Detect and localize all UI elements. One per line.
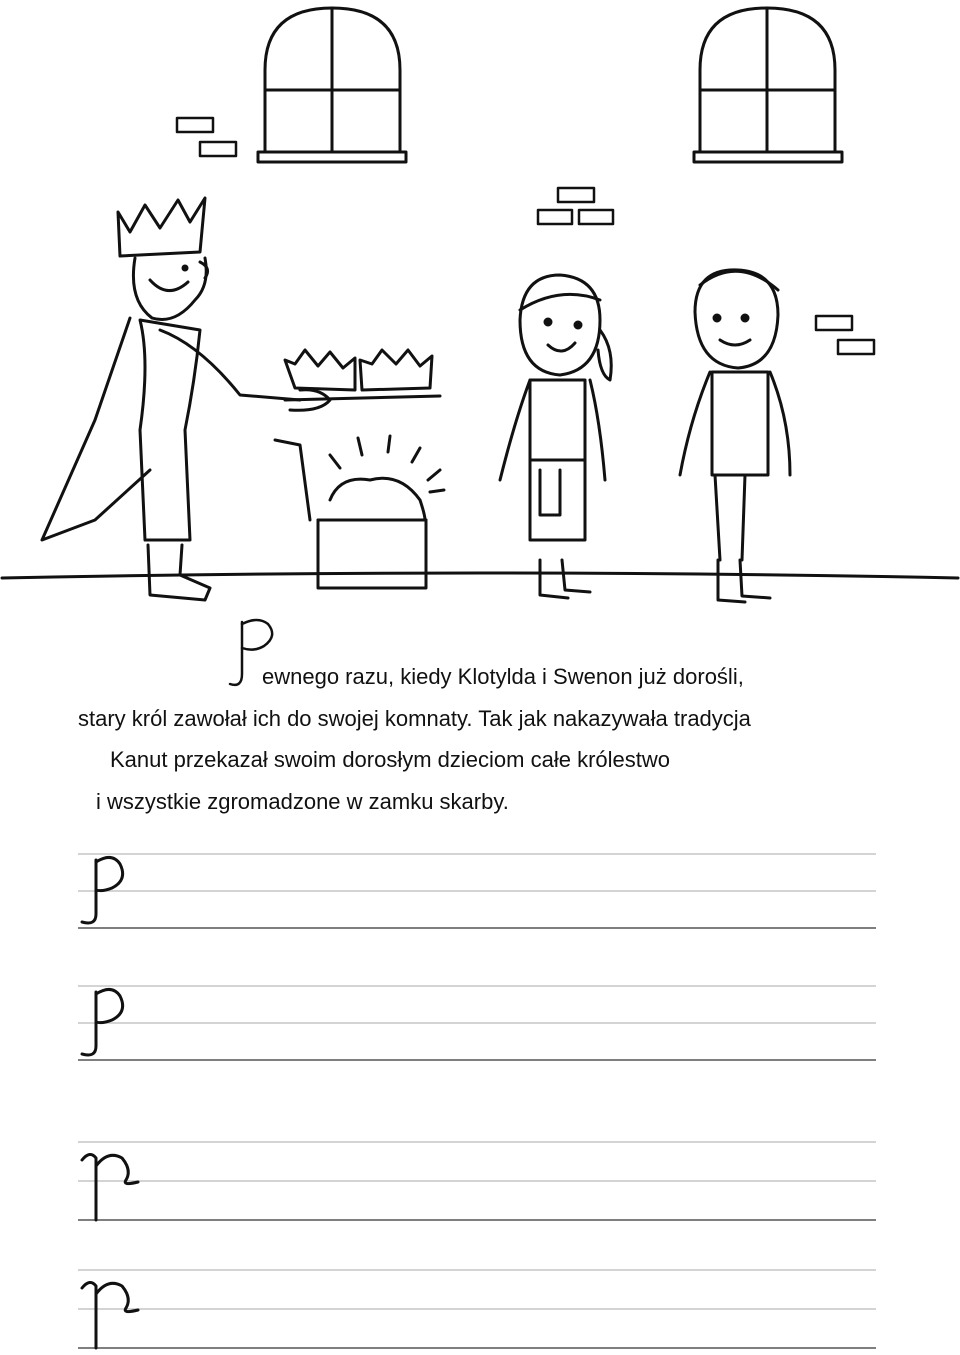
story-line-4: i wszystkie zgromadzone w zamku skarby. <box>96 789 509 814</box>
story-illustration <box>0 0 960 615</box>
story-line-1: ewnego razu, kiedy Klotylda i Swenon już dorośli, <box>262 664 744 689</box>
practice-row-1 <box>0 848 960 938</box>
cursive-capital-p-icon <box>82 989 123 1055</box>
cursive-capital-p-icon <box>82 857 123 923</box>
practice-row-2 <box>0 980 960 1070</box>
girl-figure <box>500 275 611 598</box>
practice-row-3 <box>0 1136 960 1226</box>
window-left <box>258 8 406 162</box>
boy-figure <box>680 270 790 602</box>
cursive-small-p-icon <box>82 1282 138 1348</box>
story-line-3: Kanut przekazał swoim dorosłym dzieciom całe królestwo <box>110 747 670 772</box>
window-right <box>694 8 842 162</box>
practice-row-4 <box>0 1264 960 1354</box>
cursive-small-p-icon <box>82 1154 138 1220</box>
two-crowns <box>285 350 440 400</box>
story-line-2: stary król zawołał ich do swojej komnaty. Tak jak nakazywała tradycja <box>78 706 751 731</box>
floor-line <box>2 573 958 578</box>
treasure-chest <box>275 436 444 588</box>
